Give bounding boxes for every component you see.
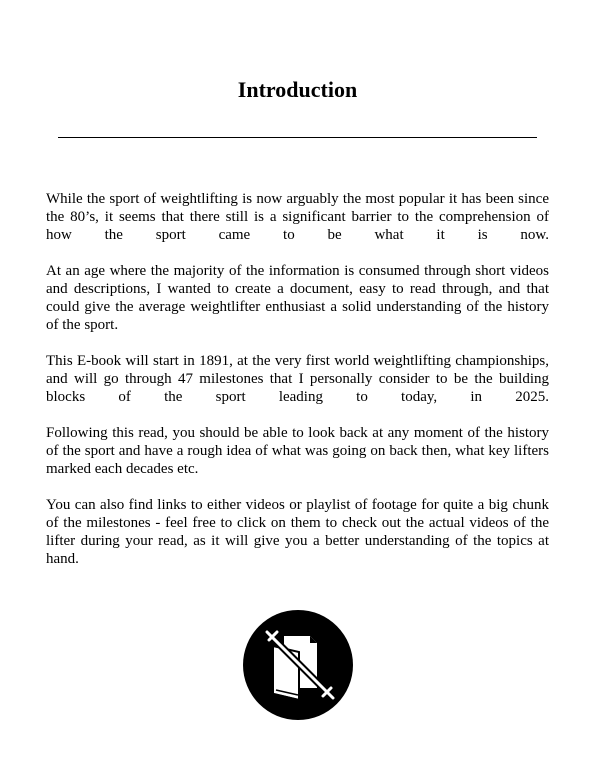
paragraph-5: You can also find links to either videos or playlist of footage for quite a big chunk of the milestones - feel free to click on them to check out the actual videos of the lifter during your read, as it will give you a better understanding of the topics at hand. bbox=[46, 497, 549, 567]
paragraph-1: While the sport of weightlifting is now arguably the most popular it has been since the 80’s, it seems that there still is a significant barrier to the comprehension of how the sport came to be what it is now. bbox=[46, 191, 549, 243]
page-title: Introduction bbox=[237, 77, 358, 102]
paragraph-2: At an age where the majority of the information is consumed through short videos and descriptions, I wanted to create a document, easy to read through, and that could give the average weightlifter enthusiast a solid understanding of the history of the sport. bbox=[46, 263, 549, 333]
introduction-body bbox=[46, 190, 549, 586]
title-divider bbox=[58, 137, 537, 138]
paragraph-3: This E-book will start in 1891, at the very first world weightlifting championships, and will go through 47 milestones that I personally consider to be the building blocks of the sport leading to today, in 2025. bbox=[46, 353, 549, 405]
book-barbell-logo-icon bbox=[243, 610, 353, 720]
paragraph-4: Following this read, you should be able to look back at any moment of the history of the sport and have a rough idea of what was going on back then, what key lifters marked each decades etc. bbox=[46, 425, 549, 477]
